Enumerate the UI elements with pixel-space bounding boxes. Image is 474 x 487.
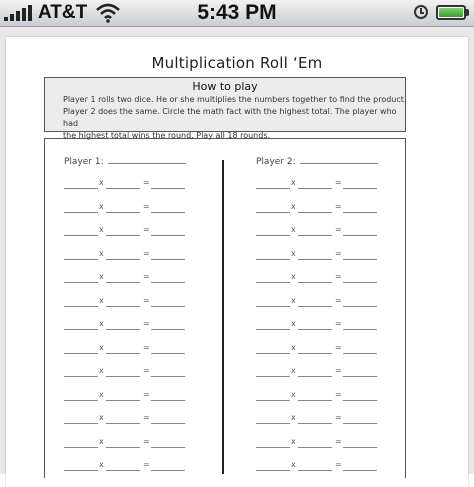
factor-blank xyxy=(106,368,140,377)
times-sign: x xyxy=(99,225,104,234)
times-sign: x xyxy=(99,178,104,187)
times-sign: x xyxy=(291,366,296,375)
factor-blank xyxy=(106,298,140,307)
times-sign: x xyxy=(291,389,296,399)
product-blank xyxy=(151,345,185,354)
how-to-play-line: Player 2 does the same. Circle the math fact with the highest total. The player who had xyxy=(63,107,397,128)
equals-sign: = xyxy=(335,272,342,281)
factor-blank xyxy=(106,321,140,330)
factor-blank xyxy=(256,204,290,213)
equals-sign: = xyxy=(143,201,150,211)
equals-sign: = xyxy=(335,436,342,446)
equals-sign: = xyxy=(335,460,342,469)
times-sign: x xyxy=(99,342,104,352)
factor-blank xyxy=(64,204,98,213)
times-sign: x xyxy=(291,295,296,305)
factor-blank xyxy=(64,439,98,448)
equals-sign: = xyxy=(335,295,342,305)
times-sign: x xyxy=(99,201,104,211)
player-1-label-text: Player 1: xyxy=(64,157,104,167)
factor-blank xyxy=(106,439,140,448)
factor-blank xyxy=(256,227,290,236)
times-sign: x xyxy=(99,389,104,399)
battery-tip xyxy=(466,9,469,16)
factor-blank xyxy=(298,368,332,377)
times-sign: x xyxy=(99,366,104,375)
product-blank xyxy=(343,345,377,354)
factor-blank xyxy=(106,227,140,236)
times-sign: x xyxy=(291,342,296,352)
clock-icon xyxy=(414,5,428,19)
factor-blank xyxy=(106,180,140,189)
equals-sign: = xyxy=(335,389,342,399)
product-blank xyxy=(343,439,377,448)
factor-blank xyxy=(106,392,140,401)
times-sign: x xyxy=(99,248,104,258)
equals-sign: = xyxy=(143,178,150,187)
times-sign: x xyxy=(99,295,104,305)
product-blank xyxy=(151,227,185,236)
product-blank xyxy=(151,251,185,260)
product-blank xyxy=(343,415,377,424)
equals-sign: = xyxy=(143,248,150,258)
factor-blank xyxy=(298,204,332,213)
equals-sign: = xyxy=(143,342,150,352)
factor-blank xyxy=(64,227,98,236)
equals-sign: = xyxy=(335,178,342,187)
equals-sign: = xyxy=(143,460,150,469)
equals-sign: = xyxy=(335,225,342,234)
factor-blank xyxy=(64,368,98,377)
times-sign: x xyxy=(291,201,296,211)
times-sign: x xyxy=(291,436,296,446)
factor-blank xyxy=(64,392,98,401)
factor-blank xyxy=(256,415,290,424)
product-blank xyxy=(343,274,377,283)
factor-blank xyxy=(256,274,290,283)
product-blank xyxy=(343,251,377,260)
equals-sign: = xyxy=(335,201,342,211)
times-sign: x xyxy=(291,319,296,328)
product-blank xyxy=(343,180,377,189)
factor-blank xyxy=(256,298,290,307)
times-sign: x xyxy=(291,413,296,422)
equals-sign: = xyxy=(335,319,342,328)
factor-blank xyxy=(256,180,290,189)
factor-blank xyxy=(298,321,332,330)
factor-blank xyxy=(64,462,98,471)
score-grid xyxy=(44,138,406,478)
times-sign: x xyxy=(99,319,104,328)
factor-blank xyxy=(106,251,140,260)
factor-blank xyxy=(106,274,140,283)
equals-sign: = xyxy=(143,366,150,375)
equals-sign: = xyxy=(143,295,150,305)
battery-icon xyxy=(436,5,466,20)
times-sign: x xyxy=(291,225,296,234)
factor-blank xyxy=(256,368,290,377)
times-sign: x xyxy=(291,178,296,187)
factor-blank xyxy=(298,462,332,471)
product-blank xyxy=(151,298,185,307)
player-1-label xyxy=(64,155,186,167)
equals-sign: = xyxy=(143,272,150,281)
equals-sign: = xyxy=(143,436,150,446)
times-sign: x xyxy=(99,413,104,422)
factor-blank xyxy=(64,251,98,260)
equals-sign: = xyxy=(143,225,150,234)
factor-blank xyxy=(298,298,332,307)
factor-blank xyxy=(256,251,290,260)
factor-blank xyxy=(64,345,98,354)
factor-blank xyxy=(106,204,140,213)
times-sign: x xyxy=(99,460,104,469)
carrier-name: AT&T xyxy=(38,2,88,23)
factor-blank xyxy=(298,251,332,260)
player-2-label xyxy=(256,155,378,167)
equals-sign: = xyxy=(143,389,150,399)
equals-sign: = xyxy=(143,319,150,328)
factor-blank xyxy=(256,439,290,448)
factor-blank xyxy=(256,345,290,354)
product-blank xyxy=(151,415,185,424)
factor-blank xyxy=(256,462,290,471)
factor-blank xyxy=(106,462,140,471)
factor-blank xyxy=(64,298,98,307)
equals-sign: = xyxy=(143,413,150,422)
product-blank xyxy=(151,368,185,377)
factor-blank xyxy=(64,415,98,424)
column-divider xyxy=(222,160,224,474)
product-blank xyxy=(343,204,377,213)
how-to-play-line: the highest total wins the round. Play all 18 rounds. xyxy=(63,131,271,140)
product-blank xyxy=(151,321,185,330)
player-2-label-text: Player 2: xyxy=(256,157,296,167)
player-2-name-blank xyxy=(300,155,378,164)
factor-blank xyxy=(106,345,140,354)
times-sign: x xyxy=(291,272,296,281)
status-time: 5:43 PM xyxy=(197,1,277,24)
factor-blank xyxy=(298,392,332,401)
factor-blank xyxy=(298,274,332,283)
factor-blank xyxy=(298,415,332,424)
product-blank xyxy=(151,274,185,283)
factor-blank xyxy=(298,180,332,189)
product-blank xyxy=(151,392,185,401)
how-to-play-heading: How to play xyxy=(192,80,258,93)
times-sign: x xyxy=(291,248,296,258)
equals-sign: = xyxy=(335,413,342,422)
factor-blank xyxy=(298,345,332,354)
product-blank xyxy=(151,462,185,471)
player-1-name-blank xyxy=(108,155,186,164)
product-blank xyxy=(151,204,185,213)
product-blank xyxy=(343,298,377,307)
factor-blank xyxy=(64,321,98,330)
times-sign: x xyxy=(99,436,104,446)
document-title: Multiplication Roll ‘Em xyxy=(151,54,323,72)
factor-blank xyxy=(256,321,290,330)
factor-blank xyxy=(256,392,290,401)
times-sign: x xyxy=(99,272,104,281)
product-blank xyxy=(151,439,185,448)
equals-sign: = xyxy=(335,248,342,258)
factor-blank xyxy=(106,415,140,424)
product-blank xyxy=(343,462,377,471)
status-bar xyxy=(0,0,474,27)
how-to-play-line: Player 1 rolls two dice. He or she multiplies the numbers together to find the product. xyxy=(63,95,407,104)
factor-blank xyxy=(64,274,98,283)
how-to-play-text xyxy=(63,94,407,142)
product-blank xyxy=(343,368,377,377)
factor-blank xyxy=(298,439,332,448)
how-to-play-box xyxy=(44,77,407,140)
times-sign: x xyxy=(291,460,296,469)
factor-blank xyxy=(298,227,332,236)
equals-sign: = xyxy=(335,366,342,375)
product-blank xyxy=(343,227,377,236)
factor-blank xyxy=(64,180,98,189)
product-blank xyxy=(343,321,377,330)
equals-sign: = xyxy=(335,342,342,352)
product-blank xyxy=(151,180,185,189)
product-blank xyxy=(343,392,377,401)
